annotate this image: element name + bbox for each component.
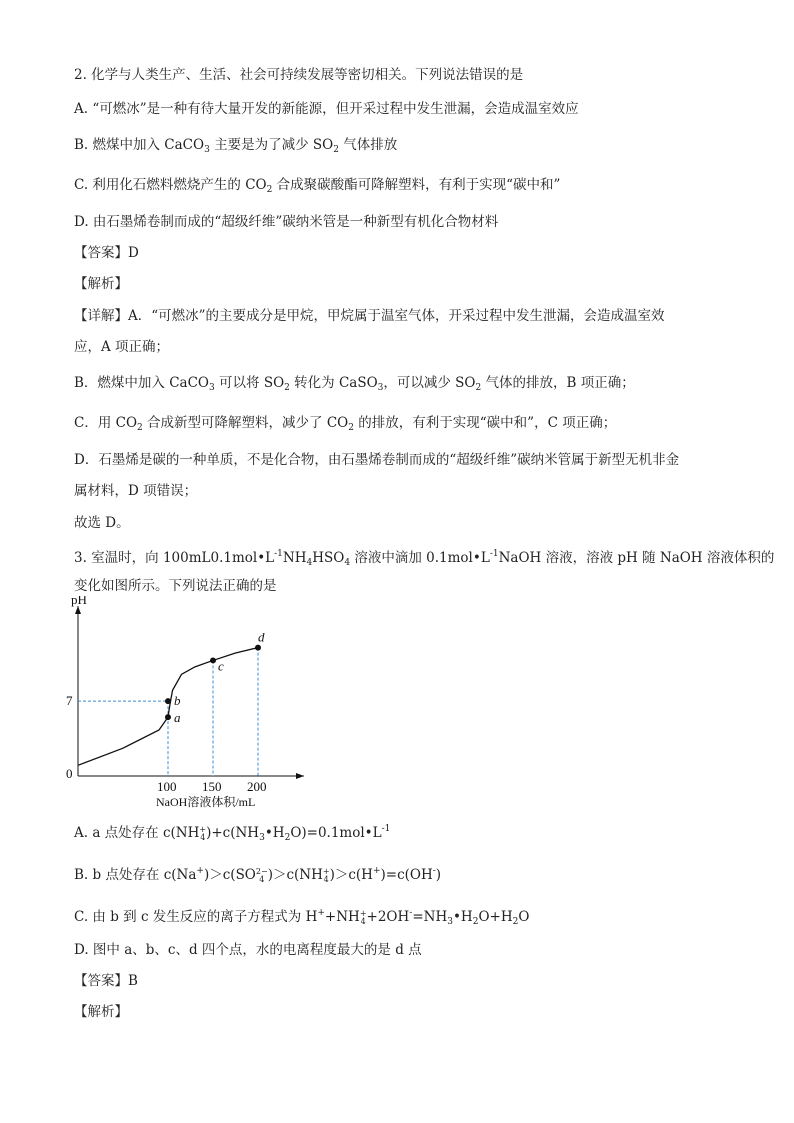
point-a [165,714,171,720]
q2-detail-d-line-1: D．石墨烯是碳的一种单质，不是化合物，由石墨烯卷制而成的“超级纤维”碳纳米管属于新型无机非金 [74,452,680,468]
q2-analysis-heading: 【解析】 [74,276,128,292]
y-axis-arrow [75,606,81,614]
point-label-a: a [174,710,181,726]
q2-detail-d-line-2: 属材料，D 项错误； [74,483,198,499]
point-d [255,645,261,651]
q2-option-c: C. 利用化石燃料燃烧产生的 $CO_2$ 合成聚碳酸酯可降解塑料，有利于实现“碳中和” [74,177,561,195]
q3-stem-line-2: 变化如图所示。下列说法正确的是 [74,578,277,594]
q2-detail-line-2: 应，A 项正确； [74,339,170,355]
point-c [210,657,216,663]
x-axis-arrow [296,773,304,779]
q2-detail-b: B．燃煤中加入 CaCO$_3$ 可以将 $SO_2$ 转化为 CaSO$_3$，可以减少 $SO_2$ 气体的排放，B 项正确； [74,375,635,393]
q3-option-b: B. b 点处存在 c(Na+)＞c(SO2− 4 )＞c(NH+ 4)＞c(H+)=c(OH-) [74,866,442,884]
q2-detail-c: C．用 $CO_2$ 合成新型可降解塑料，减少了 $CO_2$ 的排放，有利于实现“碳中和”，C 项正确； [74,415,617,433]
q2-option-d: D. 由石墨烯卷制而成的“超级纤维”碳纳米管是一种新型有机化合物材料 [74,214,499,230]
q2-answer: 【答案】D [74,245,139,261]
y-tick-7: 7 [66,693,73,709]
q3-option-a: A. a 点处存在 c(NH+ $4)+c(NH_3•H_2O)=0.1mol•L^{-1}$ [74,824,391,843]
q3-option-c: C. 由 b 到 c 发生反应的离子方程式为 H++NH+ $4+2OH^-=NH_3•H_2O+H_2O$ [74,908,530,927]
ph-titration-chart [64,596,344,814]
point-label-c: c [218,658,224,674]
x-tick-100: 100 [157,779,177,794]
y-axis-label: pH [71,596,87,607]
q2-option-a: A. “可燃冰”是一种有待大量开发的新能源，但开采过程中发生泄漏，会造成温室效应 [74,101,579,117]
q2-option-b: B. 燃煤中加入 CaCO$_3$ 主要是为了减少 $SO_2$ 气体排放 [74,137,398,155]
x-tick-200: 200 [247,779,267,794]
q2-stem: 2. 化学与人类生产、生活、社会可持续发展等密切相关。下列说法错误的是 [74,67,524,83]
point-b [165,698,171,704]
point-label-d: d [258,629,265,645]
q3-stem-line-1: 3. 室温时，向 $100mL0.1mol•L^{-1}NH_4HSO_4$ 溶液中滴加 $0.1mol•L^{-1}NaOH$ 溶液，溶液 pH 随 NaOH 溶液体积的 [74,549,775,568]
q3-answer: 【答案】B [74,973,138,989]
x-tick-150: 150 [202,779,222,794]
q2-detail-line-1: 【详解】A．“可燃冰”的主要成分是甲烷，甲烷属于温室气体，开采过程中发生泄漏，会造成温室效 [74,308,665,324]
q3-option-d: D. 图中 a、b、c、d 四个点，水的电离程度最大的是 d 点 [74,942,422,958]
point-label-b: b [174,693,181,709]
q2-conclusion: 故选 D。 [74,515,130,531]
origin-label: 0 [66,766,73,781]
x-axis-label: NaOH溶液体积/mL [156,795,256,809]
q3-analysis-heading: 【解析】 [74,1004,128,1020]
